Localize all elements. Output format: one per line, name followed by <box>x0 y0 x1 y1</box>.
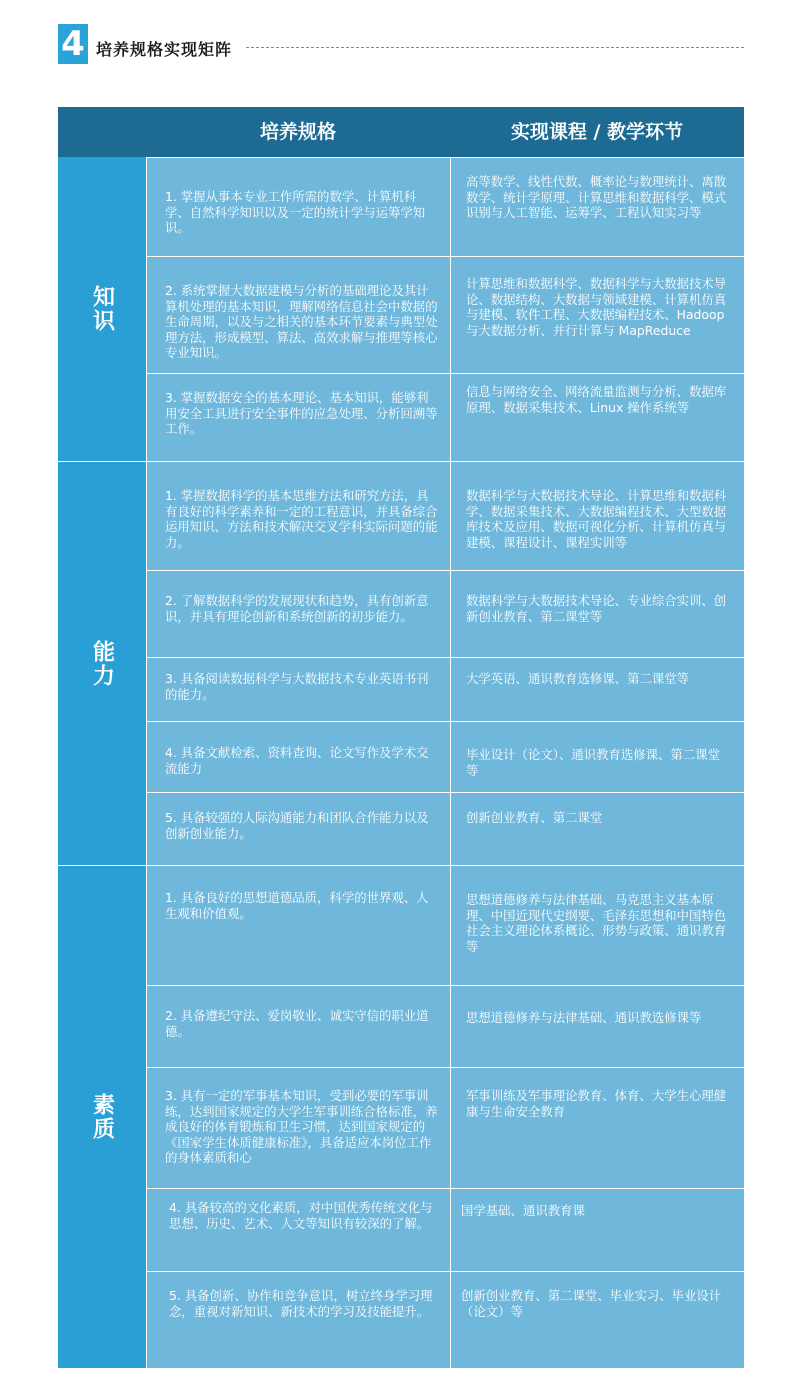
category-ability <box>58 462 146 865</box>
table-row-course: 数据科学与大数据技术导论、专业综合实训、创新创业教育、第二课堂等 <box>451 571 744 657</box>
table-row-spec: 3. 具有一定的军事基本知识，受到必要的军事训练，达到国家规定的大学生军事训练合格标准，养成良好的体育锻炼和卫生习惯，达到国家规定的《国家学生体质健康标准》，具备适应本岗位工作的身体素质和心 <box>147 1068 450 1188</box>
table-row-spec: 1. 掌握数据科学的基本思维方法和研究方法，具有良好的科学素养和一定的工程意识，并具备综合运用知识、方法和技术解决交叉学科实际问题的能力。 <box>147 462 450 570</box>
section-number-badge: 4 <box>58 24 88 64</box>
table-header <box>58 107 744 157</box>
section-divider <box>246 47 744 48</box>
table-row-course: 思想道德修养与法律基础、马克思主义基本原理、中国近现代史纲要、毛泽东思想和中国特色社会主义理论体系概论、形势与政策、通识教育等 <box>451 866 744 985</box>
table-row-course: 思想道德修养与法律基础、通识教选修课等 <box>451 986 744 1067</box>
table-row-course: 高等数学、线性代数、概率论与数理统计、离散数学、统计学原理、计算思维和数据科学、模式识别与人工智能、运筹学、工程认知实习等 <box>451 158 744 256</box>
category-label: 素质 <box>89 1093 115 1141</box>
category-label: 知识 <box>89 285 115 333</box>
table-row-course: 信息与网络安全、网络流量监测与分析、数据库原理、数据采集技术、Linux 操作系统等 <box>451 374 744 461</box>
table-row-course: 军事训练及军事理论教育、体育、大学生心理健康与生命安全教育 <box>451 1068 744 1188</box>
table-row-spec: 2. 系统掌握大数据建模与分析的基础理论及其计算机处理的基本知识，理解网络信息社会中数据的生命周期，以及与之相关的基本环节要素与典型处理方法，形成模型、算法、高效求解与推理等核心专业知识。 <box>147 257 450 373</box>
table-row-spec: 4. 具备较高的文化素质，对中国优秀传统文化与思想、历史、艺术、人文等知识有较深的了解。 <box>147 1189 450 1271</box>
table-row-course: 创新创业教育、第二课堂、毕业实习、毕业设计（论文）等 <box>451 1272 744 1368</box>
table-row-course: 大学英语、通识教育选修课、第二课堂等 <box>451 658 744 721</box>
header-spec: 培养规格 <box>259 121 336 143</box>
section-title: 培养规格实现矩阵 <box>96 40 233 59</box>
table-row-course: 毕业设计（论文）、通识教育选修课、第二课堂等 <box>451 722 744 792</box>
table-row-spec: 4. 具备文献检索、资料查询、论文写作及学术交流能力 <box>147 722 450 792</box>
table-row-course: 数据科学与大数据技术导论、计算思维和数据科学、数据采集技术、大数据编程技术、大型数据库技术及应用、数据可视化分析、计算机仿真与建模、课程设计、课程实训等 <box>451 462 744 570</box>
section-header <box>58 24 744 66</box>
table-row-spec: 5. 具备创新、协作和竞争意识，树立终身学习理念，重视对新知识、新技术的学习及技能提升。 <box>147 1272 450 1368</box>
table-row-spec: 1. 具备良好的思想道德品质，科学的世界观、人生观和价值观。 <box>147 866 450 985</box>
table-row-course: 计算思维和数据科学、数据科学与大数据技术导论、数据结构、大数据与领域建模、计算机仿真与建模、软件工程、大数据编程技术、Hadoop 与大数据分析、并行计算与 MapReduce <box>451 257 744 373</box>
table-row-course: 国学基础、通识教育课 <box>451 1189 744 1271</box>
training-spec-matrix-table <box>58 107 744 1368</box>
table-row-spec: 3. 掌握数据安全的基本理论、基本知识，能够利用安全工具进行安全事件的应急处理、分析回溯等工作。 <box>147 374 450 461</box>
table-row-spec: 1. 掌握从事本专业工作所需的数学、计算机科学、自然科学知识以及一定的统计学与运筹学知识。 <box>147 158 450 256</box>
category-quality <box>58 866 146 1368</box>
table-row-spec: 2. 具备遵纪守法、爱岗敬业、诚实守信的职业道德。 <box>147 986 450 1067</box>
category-knowledge <box>58 157 146 461</box>
category-label: 能力 <box>89 639 115 688</box>
table-row-spec: 3. 具备阅读数据科学与大数据技术专业英语书刊的能力。 <box>147 658 450 721</box>
table-row-course: 创新创业教育、第二课堂 <box>451 793 744 865</box>
table-row-spec: 5. 具备较强的人际沟通能力和团队合作能力以及创新创业能力。 <box>147 793 450 865</box>
table-row-spec: 2. 了解数据科学的发展现状和趋势，具有创新意识，并具有理论创新和系统创新的初步能力。 <box>147 571 450 657</box>
header-course: 实现课程 / 教学环节 <box>510 121 684 143</box>
